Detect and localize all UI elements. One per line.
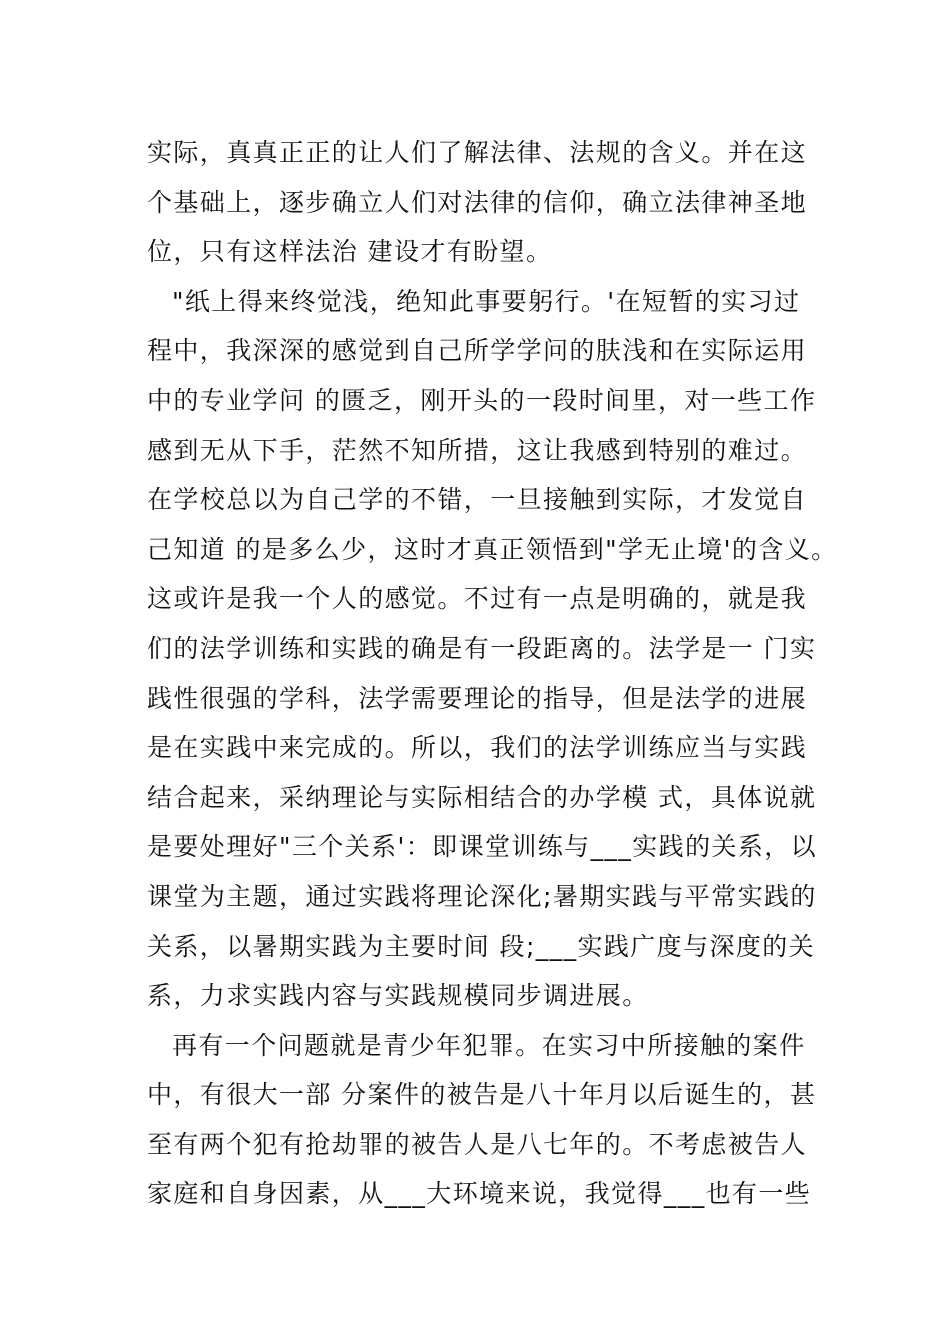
text-line: 们的法学训练和实践的确是有一段距离的。法学是一 门实 bbox=[147, 633, 817, 663]
text-line: 位，只有这样法治 建设才有盼望。 bbox=[147, 237, 553, 267]
text-line: 践性很强的学科，法学需要理论的指导，但是法学的进展 bbox=[147, 683, 808, 713]
text-line: 课堂为主题，通过实践将理论深化;暑期实践与平常实践的 bbox=[147, 881, 817, 911]
text-line: 是要处理好"三个关系'：即课堂训练与___实践的关系，以 bbox=[147, 832, 818, 862]
text-line: 关系，以暑期实践为主要时间 段;___实践广度与深度的关 bbox=[147, 931, 816, 961]
paragraph-start-line: 再有一个问题就是青少年犯罪。在实习中所接触的案件 bbox=[172, 1030, 806, 1060]
body-text bbox=[147, 128, 838, 1219]
text-line: 感到无从下手，茫然不知所措，这让我感到特别的难过。 bbox=[147, 435, 808, 465]
text-line: 是在实践中来完成的。所以，我们的法学训练应当与实践 bbox=[147, 733, 808, 763]
text-line: 结合起来，采纳理论与实际相结合的办学模 式，具体说就 bbox=[147, 782, 817, 812]
text-line: 个基础上，逐步确立人们对法律的信仰，确立法律神圣地 bbox=[147, 187, 808, 217]
text-line: 程中，我深深的感觉到自己所学学问的肤浅和在实际运用 bbox=[147, 336, 808, 366]
paragraph-start-line: "纸上得来终觉浅，绝知此事要躬行。'在短暂的实习过 bbox=[172, 286, 801, 316]
text-line: 这或许是我一个人的感觉。不过有一点是明确的，就是我 bbox=[147, 584, 808, 614]
text-line: 实际，真真正正的让人们了解法律、法规的含义。并在这 bbox=[147, 138, 808, 167]
text-line: 家庭和自身因素，从___大环境来说，我觉得___也有一些 bbox=[147, 1179, 812, 1209]
text-line: 中，有很大一部 分案件的被告是八十年月以后诞生的，甚 bbox=[147, 1080, 817, 1110]
text-line: 中的专业学问 的匮乏，刚开头的一段时间里，对一些工作 bbox=[147, 385, 817, 415]
text-line: 己知道 的是多么少，这时才真正领悟到"学无止境'的含义。 bbox=[147, 534, 838, 564]
text-line: 系，力求实践内容与实践规模同步调进展。 bbox=[147, 981, 649, 1011]
text-line: 在学校总以为自己学的不错，一旦接触到实际，才发觉自 bbox=[147, 485, 808, 515]
text-line: 至有两个犯有抢劫罪的被告人是八七年的。不考虑被告人 bbox=[147, 1129, 808, 1159]
